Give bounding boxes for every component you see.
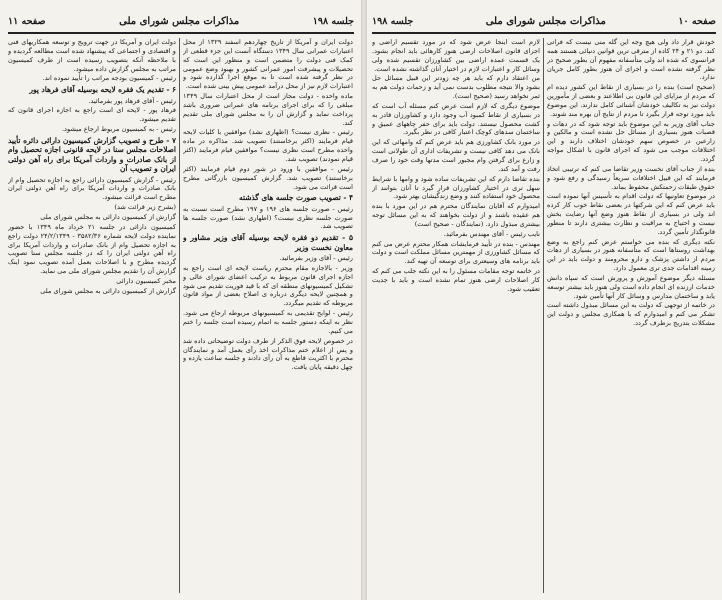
text-paragraph: نایب رئیس - آقای مهندس بفرمائید. xyxy=(443,229,540,238)
text-paragraph: موضوع دیگری که لازم است عرض کنم مسئله آب است که در بسیاری از نقاط کمبود آب وجود دارد و کشاورزان قادر به کشت محصول نیستند. دولت باید برای حفر چاههای عمیق و ساختمان سدهای کوچک اعتبار کافی در نظر بگیرد. xyxy=(372,101,540,137)
text-paragraph: رئیس - صورت جلسه های ۱۹۶ و ۱۹۷ مطرح است نسبت به صورت جلسه نظری نیست؟ (اظهاری نشد) صورت جلسه ها تصویب شد. xyxy=(183,204,353,231)
text-paragraph: ماده واحده - دولت مجاز است از محل اعتبارات سال ۱۳۴۹ مبلغی را که برای اجرای برنامه های عمرانی ضروری باشد پرداخت نماید و گزارش آن را به مجلس شورای ملی تقدیم کند. xyxy=(183,92,353,127)
text-paragraph: رئیس - لوایح تقدیمی به کمیسیونهای مربوطه ارجاع می شود. نظر به اینکه دستور جلسه به اتمام رسیده است جلسه را ختم می کنیم. xyxy=(183,309,353,335)
text-paragraph: جناب آقای وزیر به این موضوع باید توجه شود که در دهات و قصبات هنوز بسیاری از مسائل حل نشده است و مالکین و زارعین در خصوص سهم خودشان اختلاف دارند و این اختلافات موجب می شود که اجرای قانون با اشکال مواجه گردد. xyxy=(547,119,715,163)
left-session-label: جلسه ۱۹۸ xyxy=(312,15,354,27)
left-page-left-column xyxy=(8,38,176,593)
right-page-title: مذاکرات مجلس شورای ملی xyxy=(485,15,606,27)
left-head-rule xyxy=(8,32,354,34)
text-paragraph: گزارش از کمیسیون دارائی به مجلس شورای ملی xyxy=(40,213,176,221)
text-paragraph: در خصوص لایحه فوق الذکر از طرف دولت توضیحاتی داده شد و پس از اعلام ختم مذاکرات اخذ رأی بعمل آمد و نمایندگان محترم با اکثریت قاطع به آن رأی دادند و جلسه ساعت یازده و چهل دقیقه پایان یافت. xyxy=(183,336,353,372)
right-page-number: صفحه ۱۰ xyxy=(678,15,716,27)
section-heading: ۶ - تقدیم یک فقره لایحه بوسیله آقای فرهاد پور xyxy=(29,85,176,95)
text-paragraph: در خاتمه توجه مقامات مسئول را به این نکته جلب می کنم که کار اصلاحات ارضی هنوز تمام نشده است و باید با جدیت تعقیب شود. xyxy=(372,267,540,293)
text-paragraph: دولت ایران و آمریکا در جهت ترویج و توسعه همکاریهای فنی و اقتصادی و اجتماعی که پیشنهاد شده است مطالعه گردیده و با ملاحظه آنکه بتصویب رسیده است از طرف کمیسیون مراتب به مجلس گزارش داده میشود. xyxy=(8,38,176,73)
text-paragraph: کمیسیون دارائی در جلسه ۲۱ خرداد ماه ۱۳۴۹ با حضور نماینده دولت لایحه شماره ۳۵۸۲/۳۶ - ۲۴/۲/۱۳۴۹ دولت راجع به اجازه تحصیل وام از بانک صادرات و واردات آمریکا برای راه آهن دولتی ایران را که در جلسه مجلس سنا تصویب گردیده مطرح و با اصلاحات بعمل آمده تصویب نمود اینک گزارش آن را تقدیم مجلس شورای ملی می نماید. xyxy=(8,222,176,276)
section-heading: ۵ - تقدیم دو فقره لایحه بوسیله آقای وزیر مشاور و معاون نخست وزیر xyxy=(183,233,353,252)
text-paragraph: مهندس - بنده در تأیید فرمایشات همکار محترم عرض می کنم که مسائل کشاورزی از مهمترین مسائل مملکت است و دولت باید برنامه های وسیعتری برای توسعه آن تهیه کند. xyxy=(372,239,540,266)
text-paragraph: نکته دیگری که بنده می خواستم عرض کنم راجع به وضع بهداشت روستاها است که متأسفانه هنوز در بسیاری از دهات مردم از داشتن پزشک و دارو محرومند و دولت باید در این زمینه اقدامات جدی تری معمول دارد. xyxy=(547,237,715,273)
text-paragraph: مخبر کمیسیون دارائی xyxy=(116,276,176,285)
section-heading: ۴ - تصویب صورت جلسه های گذشته xyxy=(239,193,353,203)
text-paragraph: گزارش از کمیسیون دارائی به مجلس شورای ملی xyxy=(40,286,176,295)
text-paragraph: رئیس - آقای فرهاد پور بفرمائید. xyxy=(88,96,176,105)
right-running-head xyxy=(372,12,716,30)
text-paragraph: وزیر - بالاجازه مقام محترم ریاست لایحه ای است راجع به اجازه اجرای قانون مربوط به ترکیب اعضای شورای عالی و تشکیل کمیسیونهای منطقه ای که با قید فوریت تقدیم می شود و همچنین لایحه دیگری درباره ی اصلاح بعضی از مواد قانون مربوطه که تقدیم میگردد. xyxy=(183,263,353,308)
text-paragraph: رئیس - به کمیسیون مربوط ارجاع میشود. xyxy=(61,125,176,134)
text-paragraph: رئیس - نظری نیست؟ (اظهاری نشد) موافقین با کلیات لایحه قیام فرمایند (اکثر برخاستند) تصویب شد. مذاکره در ماده واحده مطرح است نظری نیست؟ موافقین قیام فرمایند (اکثر قیام نمودند) تصویب شد. xyxy=(183,128,353,163)
right-page-left-column xyxy=(372,38,540,593)
left-page-right-column xyxy=(183,38,353,593)
text-paragraph: بنده تقاضا دارم که این تشریفات ساده شود و وامها با شرایط سهل تری در اختیار کشاورزان قرار گیرد تا آنان بتوانند از محصول خود استفاده کنند و وضع زندگیشان بهتر شود. xyxy=(372,174,540,201)
text-paragraph: در موضوع تعاونیها که دولت اقدام به تأسیس آنها نموده است باید عرض کنم که این شرکتها در بعضی نقاط خوب کار کرده اند ولی در بسیاری از نقاط هنوز وضع آنها رضایت بخش نیست و احتیاج به مراقبت و نظارت بیشتری دارند تا منظور قانونگذار تأمین گردد. xyxy=(547,192,715,236)
text-paragraph: در مورد بانک کشاورزی هم باید عرض کنم که وامهائی که این بانک می دهد کافی نیست و تشریفات اداری آن طولانی است و زارع برای گرفتن وام مجبور است مدتها وقت خود را صرف رفت و آمد کند. xyxy=(372,138,540,173)
text-paragraph: من اعتقاد دارم که باید هر چه زودتر این قبیل مسائل حل بشود والا نتیجه مطلوب بدست نمی آید و زحمات دولت هم به ثمر نخواهد رسید (صحیح است). xyxy=(372,74,540,101)
text-paragraph: (صحیح است) بنده را در بسیاری از نقاط این کشور دیده ام که مردم از مزایای این قانون بی اطلاعند و بعضی از مأمورین دولت نیز به تکالیف خودشان آشنائی کامل ندارند. این موضوع باید مورد توجه قرار بگیرد تا مردم از نتایج آن بهره مند شوند. xyxy=(547,83,715,118)
text-paragraph: مسئله دیگر موضوع آموزش و پرورش است که سپاه دانش خدمات ارزنده ای انجام داده است ولی هنوز باید بیشتر توسعه یابد و ساختمان مدارس و وسائل کار آنها تأمین شود. xyxy=(547,273,715,300)
text-paragraph: دولت ایران و آمریکا از تاریخ چهاردهم اسفند ۱۳۲۹ از محل اعتبارات عمرانی سال ۱۳۴۹ دستگاه آنست این جزء قطعی از کمک فنی دولت را متضمن است و منظور این است که تحصیلات و پیشرفت امور عمرانی کشور و بهبود وضع عمومی در نظر گرفته شده است تا به موقع اجرا گذارده شود و اعتبارات لازم نیز از محل درآمد عمومی پیش بینی شده است. xyxy=(183,38,353,91)
left-page-number: صفحه ۱۱ xyxy=(8,15,46,27)
right-page xyxy=(366,0,722,600)
text-paragraph: امیدوارم که آقایان نمایندگان محترم هم در این مورد با بنده هم عقیده باشند و از دولت بخواهند که به این مسائل توجه بیشتری مبذول دارد. (نمایندگان - صحیح است) xyxy=(372,202,540,228)
text-paragraph: خودش قرار داد ولی هیچ وجه این گله منی نیست که فراتی کند. دو ۲۱ و ۲۴ کاده از مترقی ترین قوانین دنیائی هستند همه فرانسوی که شده اند ولی متأسفانه مفهوم آن بطور صحیح در نظر گرفته نشده است و اجرای آن هنوز بطور کامل جریان ندارد. xyxy=(547,38,715,82)
text-paragraph: در خاتمه از توجهی که دولت به این مسائل مبذول داشته است تشکر می کنم و امیدوارم که با همکاری مجلس و دولت این مشکلات بتدریج برطرف گردد. xyxy=(547,301,715,328)
text-paragraph: فرهاد پور - لایحه ای است راجع به اجازه اجرای قانون که تقدیم میشود. xyxy=(8,106,176,124)
text-paragraph: بنده از جناب آقای نخست وزیر تقاضا می کنم که ترتیبی اتخاذ فرمایند که این قبیل اختلافات سریعاً رسیدگی و رفع شود و حقوق طبقات زحمتکش محفوظ بماند. xyxy=(547,164,715,191)
text-paragraph: رئیس - موافقین با ورود در شور دوم قیام فرمایند (اکثر برخاستند) تصویب شد. گزارش کمیسیون بازرگانی مطرح است قرائت می شود. xyxy=(183,164,353,191)
right-head-rule xyxy=(372,32,716,34)
left-page-title: مذاکرات مجلس شورای ملی xyxy=(119,15,240,27)
text-paragraph: (بشرح زیر قرائت شد) xyxy=(114,203,176,212)
right-session-label: جلسه ۱۹۸ xyxy=(372,15,414,27)
text-paragraph: رئیس - آقای وزیر بفرمائید. xyxy=(279,254,353,263)
left-running-head xyxy=(8,12,354,30)
section-heading: ۷ - طرح و تصویب گزارش کمیسیون دارائی دائره تأیید اصلاحات مجلس سنا در لایحه قانونی اجازه تحصیل وام از بانک صادرات و واردات آمریکا برای راه آهن دولتی ایران و تصویب آن xyxy=(8,136,176,174)
text-paragraph: لازم است اینجا عرض شود که در مورد تقسیم اراضی و اجرای قانون اصلاحات ارضی هنوز کارهائی باید انجام بشود. یک قسمت عمده اراضی بین کشاورزان تقسیم شده ولی وسائل کار و اعتبارات لازم در اختیار آنان گذاشته نشده است. xyxy=(372,38,540,73)
left-column-divider xyxy=(179,38,180,593)
right-page-right-column xyxy=(547,38,715,593)
text-paragraph: رئیس - گزارش کمیسیون دارائی راجع به اجازه تحصیل وام از بانک صادرات و واردات آمریکا برای راه آهن دولتی ایران مطرح است قرائت میشود. xyxy=(8,175,176,202)
text-paragraph: رئیس - کمیسیون بودجه مراتب را تأیید نموده اند. xyxy=(42,74,176,83)
right-column-divider xyxy=(543,38,544,593)
